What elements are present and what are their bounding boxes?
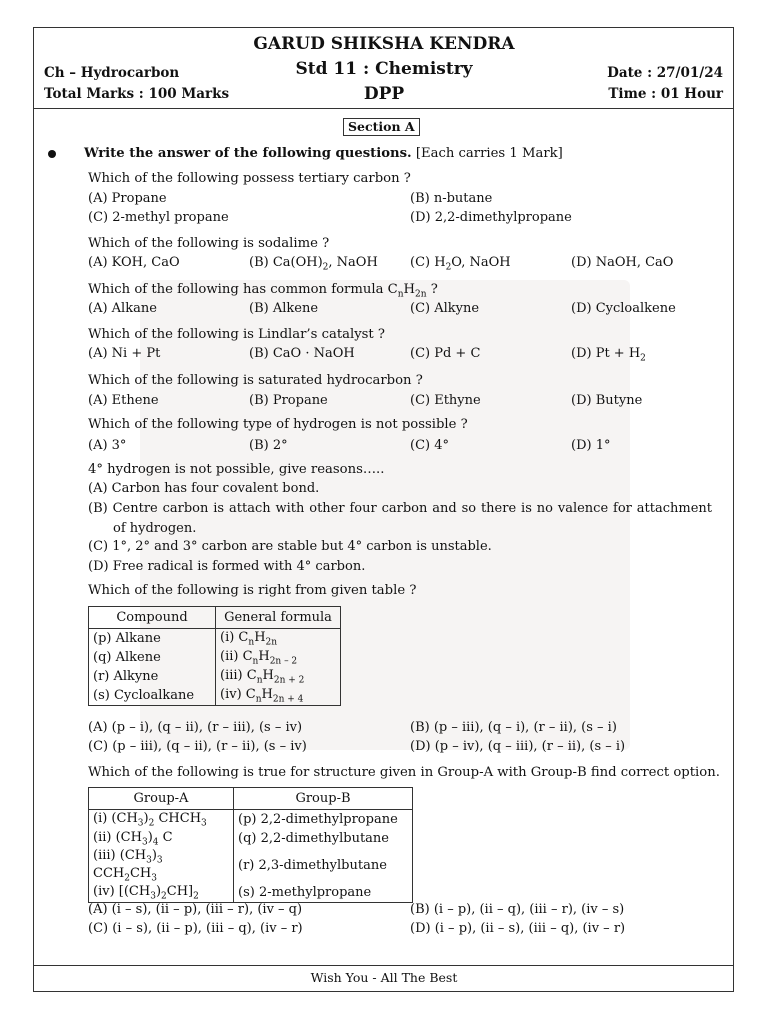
q1-option-a: (A) Propane [88, 191, 167, 206]
q4-option-b: (B) CaO · NaOH [249, 346, 355, 361]
q9-option-b: (B) (i – p), (ii – q), (iii – r), (iv – s) [410, 902, 625, 917]
header-divider [33, 108, 734, 109]
q7-option-c: (C) 1°, 2° and 3° carbon are stable but 4° carbon is unstable. [88, 539, 492, 554]
table-row: (q) Alkene (ii) $C_nH_{2n - 2}$ [89, 648, 341, 667]
paper-type: DPP [363, 84, 405, 104]
school-name: GARUD SHIKSHA KENDRA [253, 34, 515, 54]
q4-option-a: (A) Ni + Pt [88, 346, 161, 361]
q2-option-a: (A) KOH, CaO [88, 255, 180, 270]
q5-option-c: (C) Ethyne [410, 393, 481, 408]
question-5: Which of the following is saturated hydrocarbon ? [88, 373, 423, 388]
q4-option-c: (C) Pd + C [410, 346, 481, 361]
table-row: (s) Cycloalkane (iv) $C_nH_{2n + 4}$ [89, 686, 341, 706]
chapter-label: Ch – Hydrocarbon [44, 65, 180, 81]
question-2: Which of the following is sodalime ? [88, 236, 330, 251]
compound-formula-table [88, 606, 341, 706]
q9-option-a: (A) (i – s), (ii – p), (iii – r), (iv – q) [88, 902, 303, 917]
table-row: (i) $(CH_3)_2$ $CHCH_3$ (p) 2,2-dimethylpropane [89, 810, 413, 830]
table-row: (ii) $(CH_3)_4$ C (q) 2,2-dimethylbutane [89, 829, 413, 848]
table-header: General formula [216, 607, 341, 629]
question-4: Which of the following is Lindlar’s catalyst ? [88, 327, 385, 342]
question-3: Which of the following has common formula $C_nH_{2n}$ ? [88, 282, 438, 300]
q7-option-b: (B) Centre carbon is attach with other four carbon and so there is no valence for attachment of hydrogen. [88, 501, 712, 536]
time-label: Time : 01 Hour [608, 86, 723, 102]
q9-option-d: (D) (i – p), (ii – s), (iii – q), (iv – r) [410, 921, 626, 936]
footer-text: Wish You - All The Best [310, 970, 458, 985]
question-9: Which of the following is true for structure given in Group-A with Group-B find correct option. [88, 765, 720, 780]
question-7: 4° hydrogen is not possible, give reasons….. [88, 462, 385, 477]
table-row: (iii) $(CH_3)_3$ $CCH_2CH_3$ (r) 2,3-dimethylbutane [89, 848, 413, 883]
q8-option-d: (D) (p – iv), (q – iii), (r – ii), (s – i) [410, 739, 626, 754]
question-8: Which of the following is right from given table ? [88, 583, 417, 598]
q7-option-a: (A) Carbon has four covalent bond. [88, 481, 320, 496]
q8-option-a: (A) (p – i), (q – ii), (r – iii), (s – iv) [88, 720, 303, 735]
q6-option-d: (D) 1° [571, 438, 611, 453]
q8-option-b: (B) (p – iii), (q – i), (r – ii), (s – i) [410, 720, 617, 735]
table-header: Group-B [234, 788, 413, 810]
date-label: Date : 27/01/24 [607, 65, 723, 81]
q5-option-b: (B) Propane [249, 393, 328, 408]
table-row: (r) Alkyne (iii) $C_nH_{2n + 2}$ [89, 667, 341, 686]
standard-title: Std 11 : Chemistry [295, 59, 473, 79]
group-match-table [88, 787, 413, 903]
q2-option-c: (C) $H_2O$, NaOH [410, 255, 511, 273]
question-6: Which of the following type of hydrogen is not possible ? [88, 417, 468, 432]
q3-option-a: (A) Alkane [88, 301, 157, 316]
q6-option-a: (A) 3° [88, 438, 127, 453]
footer-divider [33, 965, 734, 966]
q3-option-d: (D) Cycloalkene [571, 301, 676, 316]
q5-option-a: (A) Ethene [88, 393, 159, 408]
bullet-icon [48, 150, 56, 158]
table-header: Group-A [89, 788, 234, 810]
q1-option-b: (B) n-butane [410, 191, 493, 206]
total-marks-label: Total Marks : 100 Marks [44, 86, 230, 102]
table-row: (p) Alkane (i) $C_nH_{2n}$ [89, 629, 341, 649]
q3-option-b: (B) Alkene [249, 301, 319, 316]
q9-option-c: (C) (i – s), (ii – p), (iii – q), (iv – r) [88, 921, 303, 936]
q6-option-c: (C) 4° [410, 438, 449, 453]
question-1: Which of the following possess tertiary carbon ? [88, 171, 411, 186]
q3-option-c: (C) Alkyne [410, 301, 480, 316]
q5-option-d: (D) Butyne [571, 393, 643, 408]
q1-option-d: (D) 2,2-dimethylpropane [410, 210, 572, 225]
table-header: Compound [89, 607, 216, 629]
q6-option-b: (B) 2° [249, 438, 288, 453]
q7-option-d: (D) Free radical is formed with 4° carbon. [88, 559, 366, 574]
table-row: (iv) $[(CH_3)_2CH]_2$ (s) 2-methylpropane [89, 883, 413, 903]
q8-option-c: (C) (p – iii), (q – ii), (r – ii), (s – iv) [88, 739, 307, 754]
section-title: Section A [343, 118, 420, 136]
q4-option-d: (D) $Pt + H_2$ [571, 346, 646, 364]
q2-option-d: (D) NaOH, CaO [571, 255, 674, 270]
instruction-text: Write the answer of the following questions. [Each carries 1 Mark] [84, 146, 563, 161]
q1-option-c: (C) 2-methyl propane [88, 210, 229, 225]
q2-option-b: (B) $Ca(OH)_2$, NaOH [249, 255, 378, 273]
